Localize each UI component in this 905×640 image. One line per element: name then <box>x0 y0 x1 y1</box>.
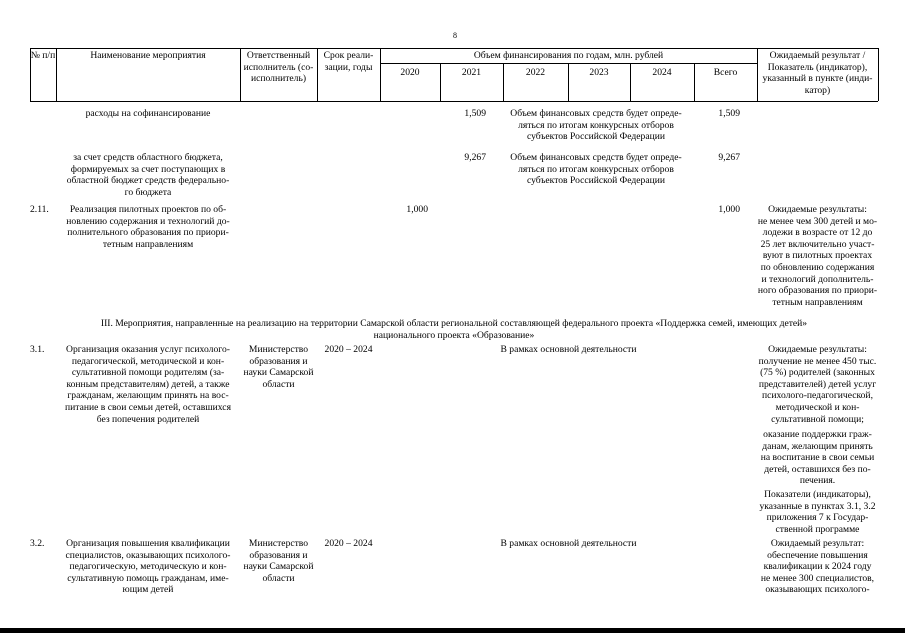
row-regional-note: Объем финансовых средств будет опреде- ляться по итогам конкурсных отборов субъектов Российской Федерации <box>510 152 682 187</box>
row-3-1-num: 3.1. <box>30 344 45 355</box>
row-3-1-term: 2020 – 2024 <box>324 344 373 355</box>
row-cofinancing-2021: 1,509 <box>464 108 486 119</box>
row-cofinancing-note: Объем финансовых средств будет опреде- ляться по итогам конкурсных отборов субъектов Российской Федерации <box>510 108 682 143</box>
row-regional-2021: 9,267 <box>464 152 486 163</box>
row-3-2-term: 2020 – 2024 <box>324 538 373 549</box>
row-cofinancing-total: 1,509 <box>718 108 740 119</box>
row-regional-total: 9,267 <box>718 152 740 163</box>
header-expected-result: Ожидаемый результат / Показатель (индикатор), указанный в пункте (инди- катор) <box>762 50 873 96</box>
row-3-2-num: 3.2. <box>30 538 45 549</box>
header-year-2024: 2024 <box>652 67 672 78</box>
header-year-2021: 2021 <box>461 67 482 78</box>
row-3-1-responsible: Министерство образования и науки Самарской области <box>243 344 314 390</box>
page-bottom-border <box>0 628 905 633</box>
row-2-11-name: Реализация пилотных проектов по об- новлению содержания и технологий до- полнительного образования по приори- тетным направлениям <box>66 204 230 250</box>
row-3-1-name: Организация оказания услуг психолого- педагогической, методической и кон- сультативной помощи родителям (за- конным представителям) детей, а также гражданам, желающим принять на вос- питание в свои семьи детей, оставшихся без попечения родителей <box>65 344 231 425</box>
row-3-1-funding: В рамках основной деятельности <box>500 344 637 355</box>
row-2-11-result: Ожидаемые результаты: не менее чем 300 детей и мо- лодежи в возрасте от 12 до 25 лет включительно участ- вуют в пилотных проектах по обновлению содержания и технологий дополнитель- ного образования по приори- тетным направлениям <box>757 204 878 308</box>
row-regional-name: за счет средств областного бюджета, формируемых за счет поступающих в областной бюджет средств федерально- го бюджета <box>66 152 230 198</box>
header-year-2023: 2023 <box>589 67 609 78</box>
header-term: Срок реали- зации, годы <box>323 50 374 73</box>
row-cofinancing-name: расходы на софинансирование <box>85 108 211 119</box>
header-responsible: Ответственный исполнитель (со- исполнитель) <box>243 50 314 85</box>
row-3-2-funding: В рамках основной деятельности <box>500 538 637 549</box>
row-3-2-result: Ожидаемый результат: обеспечение повышения квалификации к 2024 году не менее 300 специалистов, оказывающих психолого- <box>760 538 875 596</box>
header-name: Наименование мероприятия <box>90 50 206 61</box>
row-3-1-result-support: оказание поддержки граж- данам, желающим принять на воспитание в свои семьи детей, оставшихся без по- печения. <box>760 429 875 487</box>
page-number: 8 <box>453 31 457 40</box>
header-year-2022: 2022 <box>525 67 546 78</box>
section-3-heading: III. Мероприятия, направленные на реализацию на территории Самарской области региональной составляющей федерального проекта «Поддержка семей, имеющих детей» национального проекта «Образование» <box>100 318 808 341</box>
row-2-11-2020: 1,000 <box>406 204 428 215</box>
row-2-11-num: 2.11. <box>30 204 49 215</box>
header-total: Всего <box>713 67 738 78</box>
row-3-2-name: Организация повышения квалификации специалистов, оказывающих психолого- педагогическую, методическую и кон- сультативную помощь гражданам, име- ющим детей <box>65 538 231 596</box>
row-2-11-total: 1,000 <box>718 204 740 215</box>
header-funding: Объем финансирования по годам, млн. рублей <box>473 50 664 61</box>
header-num: № п/п <box>30 50 56 61</box>
row-3-1-result: Ожидаемые результаты: получение не менее 450 тыс. (75 %) родителей (законных представителей) детей услуг психолого-педагогической, методической и кон- сультативной помощи; <box>758 344 877 425</box>
row-3-1-indicators: Показатели (индикаторы), указанные в пунктах 3.1, 3.2 приложения 7 к Государ- ственной программе <box>759 489 876 535</box>
row-3-2-responsible: Министерство образования и науки Самарской области <box>243 538 314 584</box>
header-year-2020: 2020 <box>400 67 420 78</box>
